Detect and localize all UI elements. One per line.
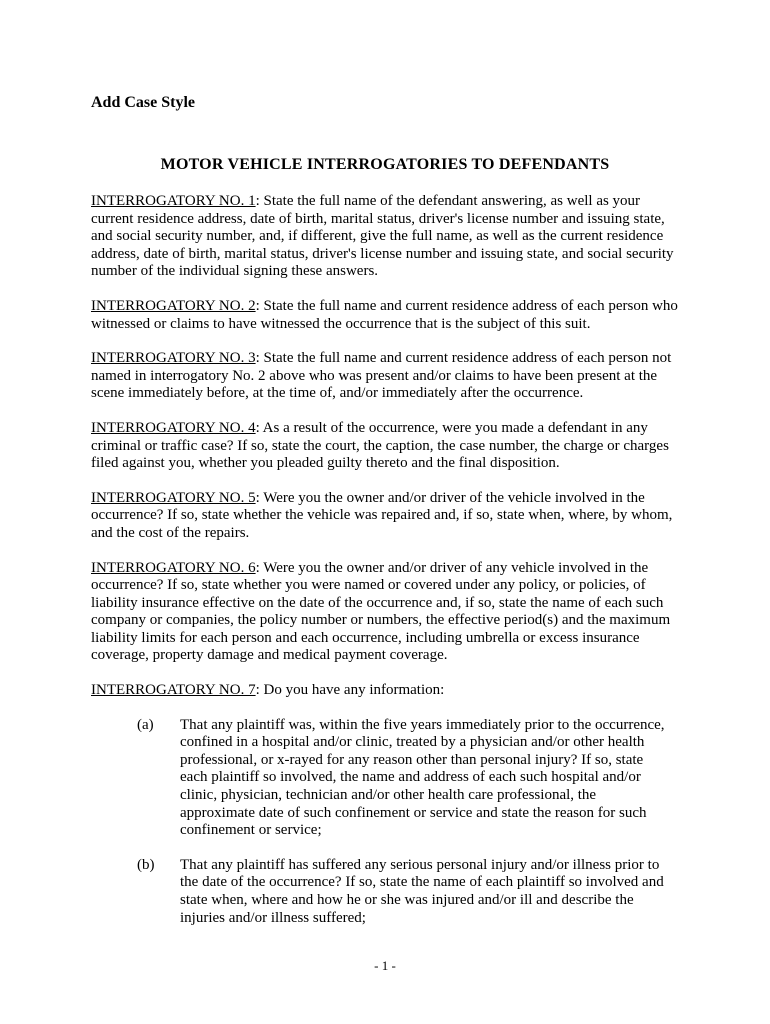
interrogatory-paragraph-1 — [91, 193, 679, 281]
interrogatory-label: INTERROGATORY NO. 3 — [91, 350, 256, 367]
interrogatory-paragraph-2 — [91, 298, 679, 333]
interrogatory-paragraph-6 — [91, 560, 679, 666]
interrogatory-label: INTERROGATORY NO. 1 — [91, 193, 256, 209]
interrogatory-label: INTERROGATORY NO. 5 — [91, 489, 256, 506]
interrogatory-paragraph-5 — [91, 490, 679, 543]
interrogatory-text: : Were you the owner and/or driver of any vehicle involved in the occurrence? If so, state whether you were named or covered under any policy, or policies, of liability insurance effective on the date of the occurrence and, if so, state the name of each such company or companies, the policy number or numbers, the effective period(s) and the maximum liability limits for each person and each occurrence, including umbrella or excess insurance coverage, property damage and medical payment coverage. — [91, 559, 671, 664]
interrogatory-text: : State the full name and current residence address of each person who witnessed or claims to have witnessed the occurrence that is the subject of this suit. — [91, 297, 678, 332]
interrogatory-label: INTERROGATORY NO. 4 — [91, 419, 256, 436]
interrogatory-text: : State the full name of the defendant answering, as well as your current residence address, date of birth, marital status, driver's license number and issuing state, and social security number, and, if different, give the full name, as well as the current residence address, date of birth, marital status, driver's license number and issuing state, and social security number of the individual signing these answers. — [91, 193, 674, 280]
interrogatory-paragraph-4 — [91, 420, 679, 473]
subitem-text: That any plaintiff has suffered any serious personal injury and/or illness prior to the date of the occurrence? If so, state the name of each plaintiff so involved and state when, where and how he or she was injured and/or ill and describe the injuries and/or illness suffered; — [180, 856, 664, 926]
interrogatory-text: : As a result of the occurrence, were you made a defendant in any criminal or traffic case? If so, state the court, the caption, the case number, the charge or charges filed against you, whether you pleaded guilty thereto and the final disposition. — [91, 419, 669, 472]
subitem-text: That any plaintiff was, within the five years immediately prior to the occurrence, confined in a hospital and/or clinic, treated by a physician and/or other health professional, or x-rayed for any reason other than personal injury? If so, state each plaintiff so involved, the name and address of each such hospital and/or clinic, physician, technician and/or other health care professional, the approximate date of such confinement or service and state the reason for such confinement or service; — [180, 716, 665, 839]
subitem-marker: (b) — [137, 856, 155, 873]
interrogatory-text: : Do you have any information: — [255, 682, 445, 699]
interrogatory-paragraph-7 — [91, 682, 679, 700]
interrogatory-paragraph-3 — [91, 350, 679, 403]
case-style-heading: Add Case Style — [91, 94, 196, 111]
subitem-b — [91, 857, 672, 927]
interrogatory-label: INTERROGATORY NO. 6 — [91, 559, 256, 576]
subitem-a — [91, 717, 672, 840]
page-number: - 1 - — [374, 958, 396, 973]
document-title: MOTOR VEHICLE INTERROGATORIES TO DEFENDANTS — [160, 156, 610, 173]
document-content — [91, 93, 679, 944]
interrogatory-text: : Were you the owner and/or driver of the vehicle involved in the occurrence? If so, state whether the vehicle was repaired and, if so, state when, where, by whom, and the cost of the repairs. — [91, 489, 673, 541]
interrogatory-label: INTERROGATORY NO. 7 — [91, 682, 256, 699]
subitem-marker: (a) — [137, 716, 154, 733]
interrogatory-text: : State the full name and current residence address of each person not named in interrogatory No. 2 above who was present and/or claims to have been present at the scene immediately before, at the time of, and/or immediately after the occurrence. — [91, 350, 672, 402]
interrogatory-label: INTERROGATORY NO. 2 — [91, 297, 256, 314]
